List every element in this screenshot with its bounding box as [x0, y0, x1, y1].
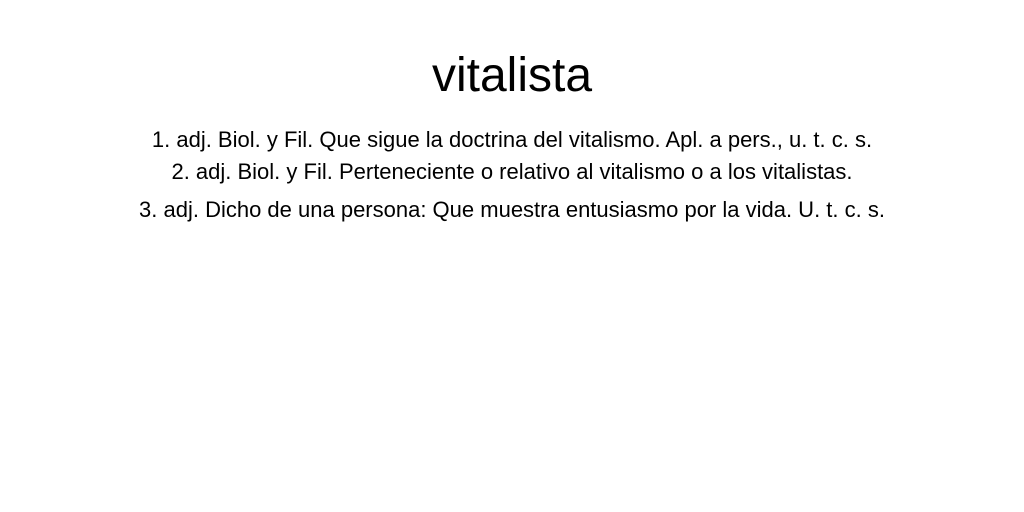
- definition-item: 2. adj. Biol. y Fil. Perteneciente o relativo al vitalismo o a los vitalistas.: [171, 159, 853, 184]
- entry-headword: vitalista: [431, 49, 593, 102]
- definition-list: [77, 121, 947, 229]
- definition-item: 3. adj. Dicho de una persona: Que muestra entusiasmo por la vida. U. t. c. s.: [139, 197, 885, 222]
- definition-item: 1. adj. Biol. y Fil. Que sigue la doctrina del vitalismo. Apl. a pers., u. t. c. s.: [151, 127, 873, 152]
